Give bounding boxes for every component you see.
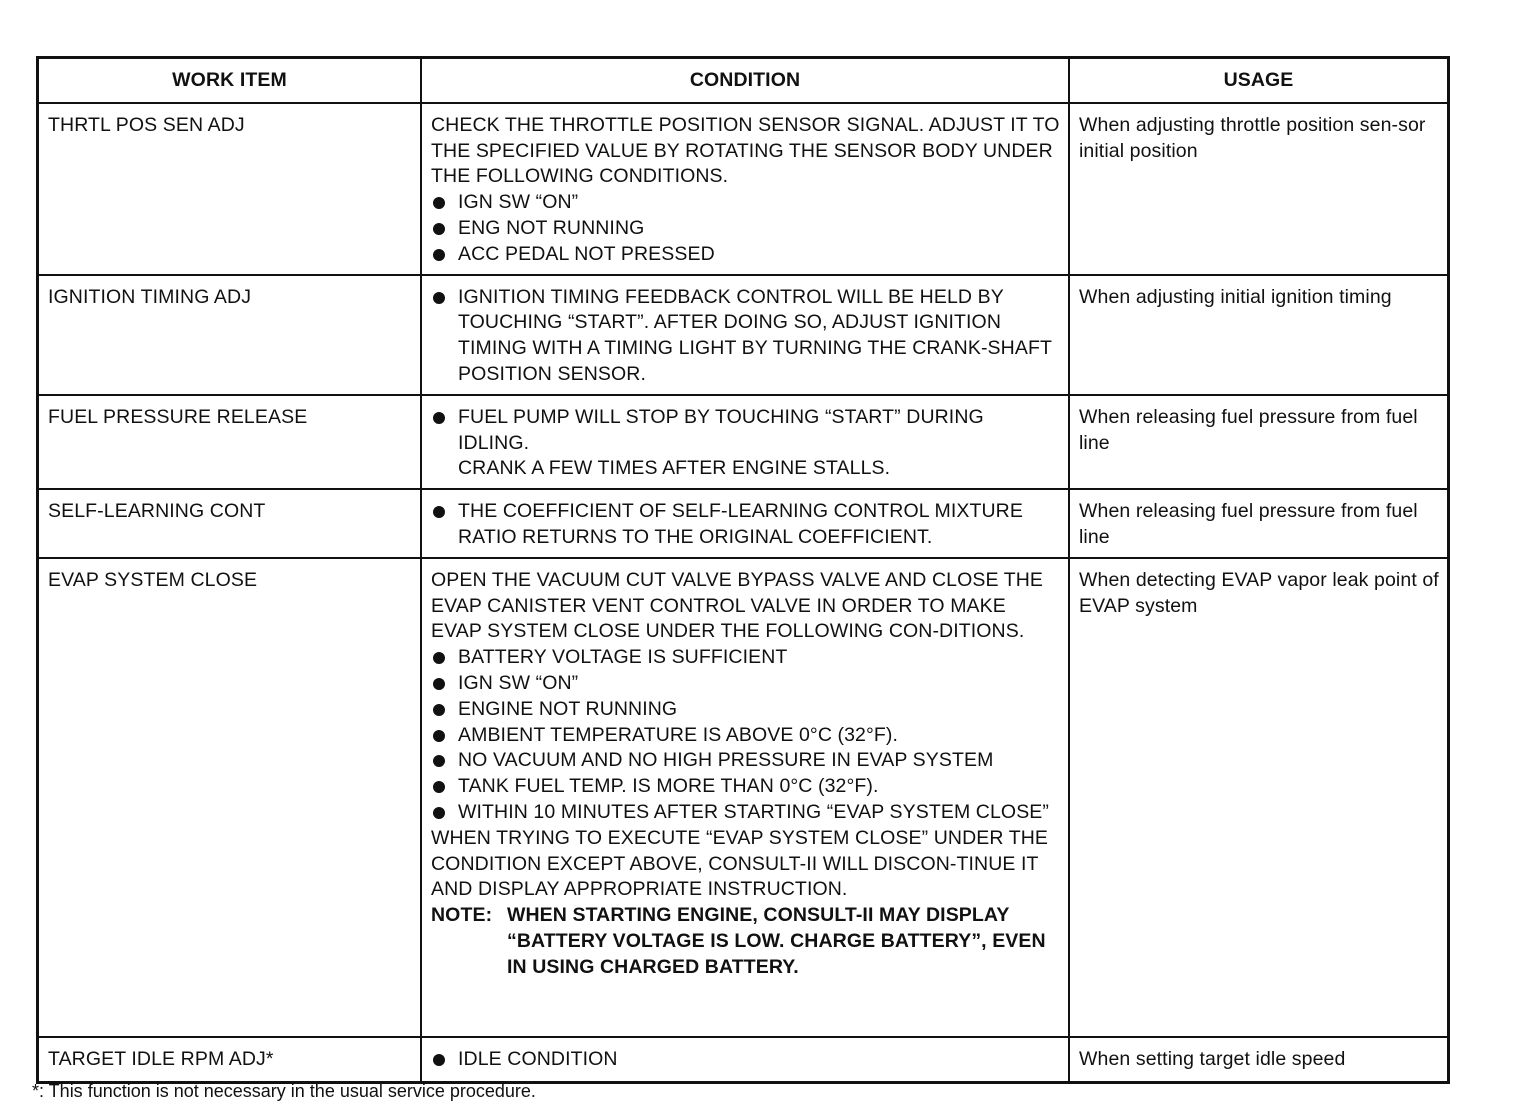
usage-cell: When detecting EVAP vapor leak point of EVAP system: [1069, 558, 1447, 1037]
work-support-table: [39, 59, 1447, 1081]
footnote: *: This function is not necessary in the usual service procedure.: [32, 1081, 536, 1101]
list-item: [431, 671, 1060, 697]
condition-bullet: IGN SW “ON”: [458, 671, 579, 694]
condition-list: [431, 285, 1060, 388]
list-item: [431, 242, 1060, 268]
condition-cell: [421, 395, 1069, 489]
work-item-cell: SELF-LEARNING CONT: [39, 489, 421, 558]
list-item: [431, 800, 1060, 826]
list-item: [431, 405, 1060, 482]
bullet-icon: [433, 412, 445, 424]
bullet-icon: [433, 730, 445, 742]
bullet-icon: [433, 652, 445, 664]
condition-cell: [421, 489, 1069, 558]
bullet-icon: [433, 506, 445, 518]
table-row: [39, 489, 1447, 558]
work-item-cell: EVAP SYSTEM CLOSE: [39, 558, 421, 1037]
list-item: [431, 1047, 1060, 1073]
table-row: [39, 275, 1447, 395]
list-item: [431, 285, 1060, 388]
usage-cell: When adjusting initial ignition timing: [1069, 275, 1447, 395]
condition-bullet: WITHIN 10 MINUTES AFTER STARTING “EVAP SYSTEM CLOSE”: [458, 800, 1050, 823]
usage-cell: When adjusting throttle position sen-sor initial position: [1069, 103, 1447, 275]
bullet-icon: [433, 781, 445, 793]
condition-bullet: TANK FUEL TEMP. IS MORE THAN 0°C (32°F).: [458, 775, 879, 798]
condition-bullet: THE COEFFICIENT OF SELF-LEARNING CONTROL MIXTURE RATIO RETURNS TO THE ORIGINAL COEFFICIENT.: [458, 500, 1023, 548]
bullet-icon: [433, 1054, 445, 1066]
condition-bullet: IGN SW “ON”: [458, 191, 579, 214]
header-condition: CONDITION: [421, 59, 1069, 103]
table-row: [39, 558, 1447, 1037]
bullet-icon: [433, 755, 445, 767]
condition-list: [431, 405, 1060, 482]
bullet-icon: [433, 249, 445, 261]
list-item: [431, 748, 1060, 774]
usage-cell: When releasing fuel pressure from fuel line: [1069, 489, 1447, 558]
condition-cell: [421, 1037, 1069, 1081]
work-item-cell: IGNITION TIMING ADJ: [39, 275, 421, 395]
condition-bullet: NO VACUUM AND NO HIGH PRESSURE IN EVAP SYSTEM: [458, 749, 994, 772]
condition-bullet: AMBIENT TEMPERATURE IS ABOVE 0°C (32°F).: [458, 723, 899, 746]
note-block: [431, 903, 1060, 980]
condition-intro: CHECK THE THROTTLE POSITION SENSOR SIGNAL. ADJUST IT TO THE SPECIFIED VALUE BY ROTATING THE SENSOR BODY UNDER THE FOLLOWING CONDITIONS.: [431, 113, 1060, 188]
condition-cell: [421, 275, 1069, 395]
usage-cell: When setting target idle speed: [1069, 1037, 1447, 1081]
condition-bullet: ACC PEDAL NOT PRESSED: [458, 242, 715, 265]
note-text: WHEN STARTING ENGINE, CONSULT-II MAY DISPLAY “BATTERY VOLTAGE IS LOW. CHARGE BATTERY”, EVEN IN USING CHARGED BATTERY.: [507, 904, 1046, 978]
bullet-icon: [433, 704, 445, 716]
table-header-row: [39, 59, 1447, 103]
condition-bullet-continuation: CRANK A FEW TIMES AFTER ENGINE STALLS.: [458, 457, 891, 480]
condition-bullet: BATTERY VOLTAGE IS SUFFICIENT: [458, 646, 788, 669]
bullet-icon: [433, 678, 445, 690]
condition-list: [431, 645, 1060, 826]
table-row: [39, 1037, 1447, 1081]
list-item: [431, 723, 1060, 749]
work-item-cell: FUEL PRESSURE RELEASE: [39, 395, 421, 489]
list-item: [431, 697, 1060, 723]
list-item: [431, 774, 1060, 800]
bullet-icon: [433, 223, 445, 235]
bullet-icon: [433, 807, 445, 819]
list-item: [431, 499, 1060, 551]
table-row: [39, 395, 1447, 489]
condition-bullet: ENGINE NOT RUNNING: [458, 697, 678, 720]
condition-bullet: FUEL PUMP WILL STOP BY TOUCHING “START” DURING IDLING.: [458, 405, 984, 454]
condition-list: [431, 190, 1060, 267]
condition-bullet: IDLE CONDITION: [458, 1047, 618, 1070]
header-usage: USAGE: [1069, 59, 1447, 103]
condition-bullet: IGNITION TIMING FEEDBACK CONTROL WILL BE HELD BY TOUCHING “START”. AFTER DOING SO, ADJUST IGNITION TIMING WITH A TIMING LIGHT BY TURNING THE CRANK-SHAFT POSITION SENSOR.: [458, 285, 1052, 385]
bullet-icon: [433, 292, 445, 304]
condition-cell: [421, 103, 1069, 275]
work-support-table-frame: [36, 56, 1450, 1084]
condition-list: [431, 499, 1060, 551]
condition-bullet: ENG NOT RUNNING: [458, 216, 645, 239]
condition-outro: WHEN TRYING TO EXECUTE “EVAP SYSTEM CLOSE” UNDER THE CONDITION EXCEPT ABOVE, CONSULT-II WILL DISCON-TINUE IT AND DISPLAY APPROPRIATE INSTRUCTION.: [431, 826, 1049, 901]
usage-cell: When releasing fuel pressure from fuel line: [1069, 395, 1447, 489]
table-row: [39, 103, 1447, 275]
condition-intro: OPEN THE VACUUM CUT VALVE BYPASS VALVE AND CLOSE THE EVAP CANISTER VENT CONTROL VALVE IN ORDER TO MAKE EVAP SYSTEM CLOSE UNDER THE FOLLOWING CON-DITIONS.: [431, 568, 1044, 643]
header-work-item: WORK ITEM: [39, 59, 421, 103]
note-label: NOTE:: [431, 904, 493, 927]
list-item: [431, 190, 1060, 216]
work-item-cell: TARGET IDLE RPM ADJ*: [39, 1037, 421, 1081]
work-item-cell: THRTL POS SEN ADJ: [39, 103, 421, 275]
condition-cell: [421, 558, 1069, 1037]
list-item: [431, 216, 1060, 242]
condition-list: [431, 1047, 1060, 1073]
bullet-icon: [433, 197, 445, 209]
list-item: [431, 645, 1060, 671]
